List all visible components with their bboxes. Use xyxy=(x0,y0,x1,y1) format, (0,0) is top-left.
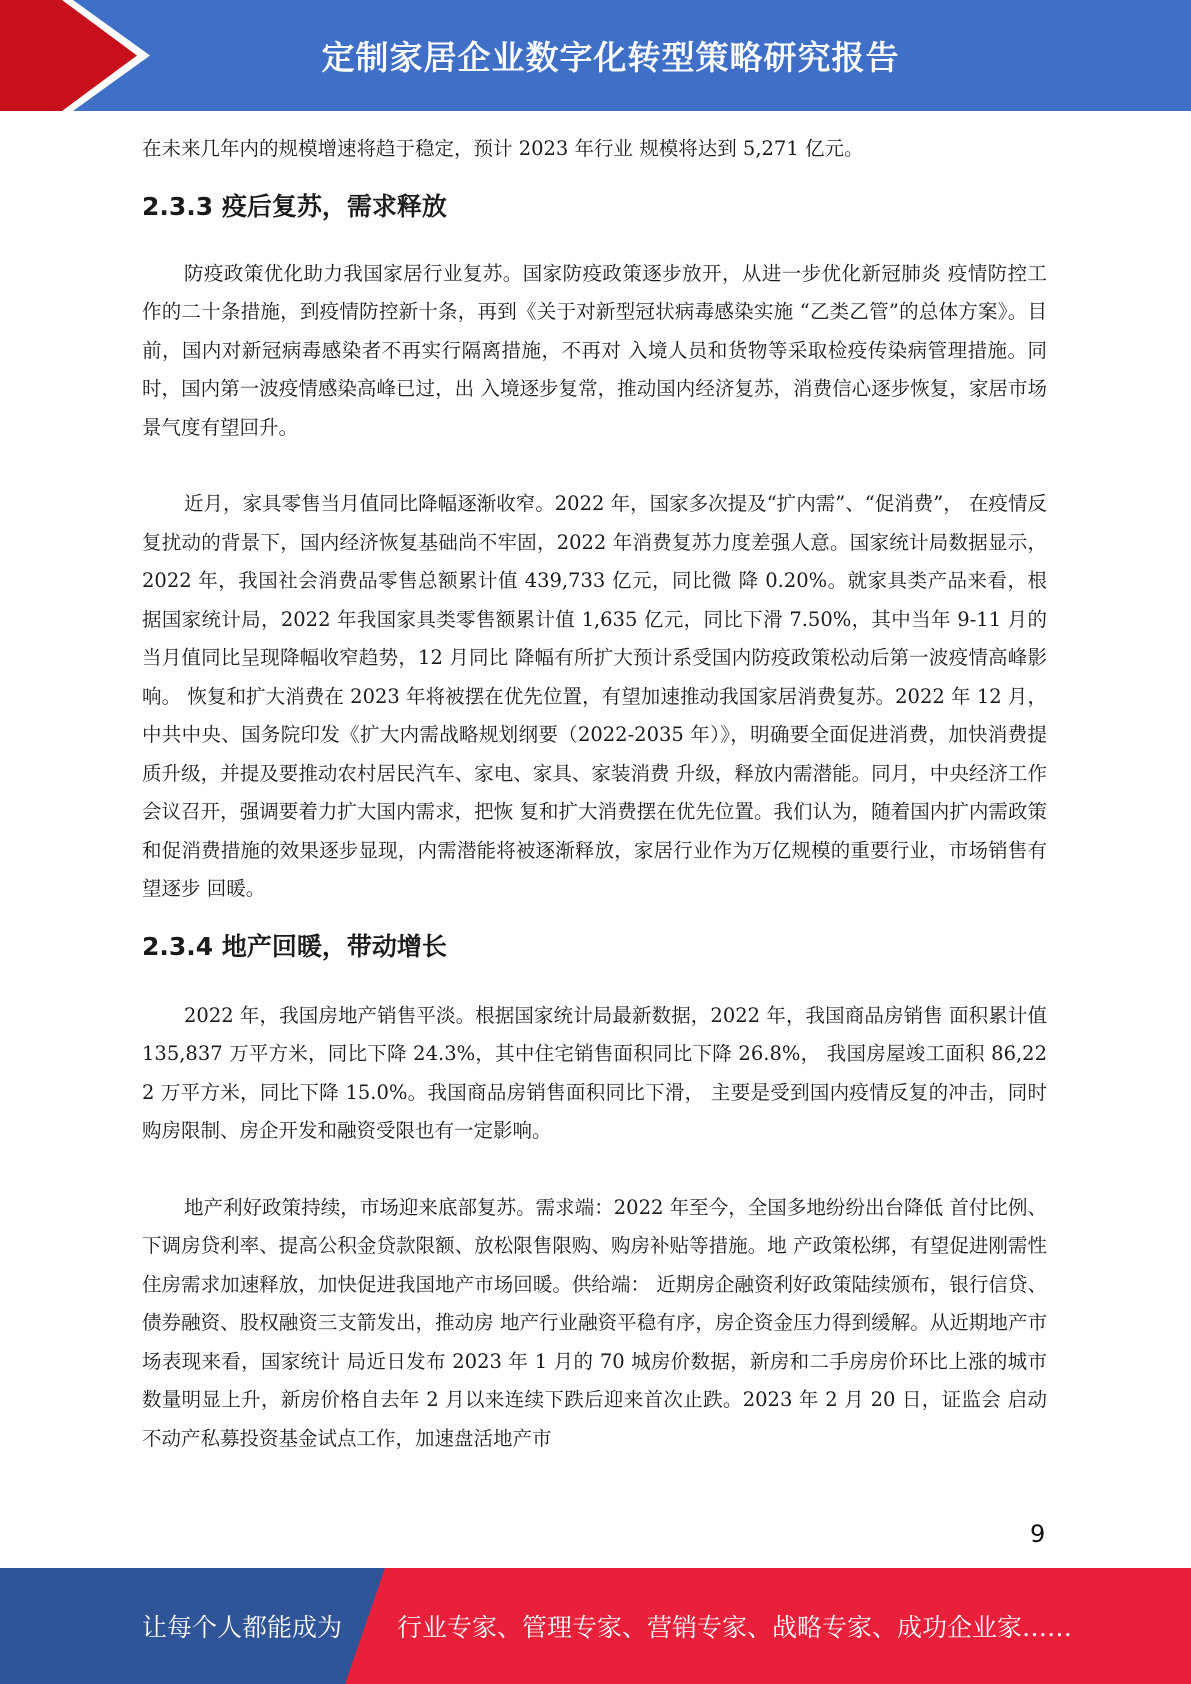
paragraph: 地产利好政策持续，市场迎来底部复苏。需求端：2022 年至今，全国多地纷纷出台降低 首付比例、下调房贷利率、提高公积金贷款限额、放松限售限购、购房补贴等措施。地 产政策松绑，有望促进刚需性住房需求加速释放，加快促进我国地产市场回暖。供给端： 近期房企融资利好政策陆续颁布，银行信贷、债券融资、股权融资三支箭发出，推动房 地产行业融资平稳有序，房企资金压力得到缓解。从近期地产市场表现来看，国家统计 局近日发布 2023 年 1 月的 70 城房价数据，新房和二手房房价环比上涨的城市数量明显上升，新房价格自去年 2 月以来连续下跌后迎来首次止跌。2023 年 2 月 20 日，证监会 启动不动产私募投资基金试点工作，加速盘活地产市 xyxy=(142,1195,1047,1450)
header-red-arrow xyxy=(0,0,150,111)
section-heading-2-3-4: 2.3.4 地产回暖，带动增长 xyxy=(142,931,447,961)
paragraph: 近月，家具零售当月值同比降幅逐渐收窄。2022 年，国家多次提及“扩内需”、“促消费”， 在疫情反复扰动的背景下，国内经济恢复基础尚不牢固，2022 年消费复苏力度差强人意。国家统计局数据显示，2022 年，我国社会消费品零售总额累计值 439,733 亿元，同比微 降 0.20%。就家具类产品来看，根据国家统计局，2022 年我国家具类零售额累计值 1,635 亿元，同比下滑 7.50%，其中当年 9-11 月的当月值同比呈现降幅收窄趋势，12 月同比 降幅有所扩大预计系受国内防疫政策松动后第一波疫情高峰影响。 恢复和扩大消费在 2023 年将被摆在优先位置，有望加速推动我国家居消费复苏。2022 年 12 月，中共中央、国务院印发《扩大内需战略规划纲要（2022-2035 年）》，明确要全面促进消费，加快消费提质升级，并提及要推动农村居民汽车、家电、家具、家装消费 升级，释放内需潜能。同月，中央经济工作会议召开，强调要着力扩大国内需求，把恢 复和扩大消费摆在优先位置。我们认为，随着国内扩内需政策和促消费措施的效果逐步显现，内需潜能将被逐渐释放，家居行业作为万亿规模的重要行业，市场销售有望逐步 回暖。 xyxy=(142,492,1047,900)
paragraph: 2022 年，我国房地产销售平淡。根据国家统计局最新数据，2022 年，我国商品房销售 面积累计值 135,837 万平方米，同比下降 24.3%，其中住宅销售面积同比下降 26.8%， 我国房屋竣工面积 86,222 万平方米，同比下降 15.0%。我国商品房销售面积同比下滑， 主要是受到国内疫情反复的冲击，同时购房限制、房企开发和融资受限也有一定影响。 xyxy=(142,1003,1047,1142)
report-title: 定制家居企业数字化转型策略研究报告 xyxy=(321,38,900,77)
section-heading-2-3-3: 2.3.3 疫后复苏，需求释放 xyxy=(142,191,447,221)
page-number: 9 xyxy=(1030,1520,1046,1548)
footer-slogan-right: 行业专家、管理专家、营销专家、战略专家、成功企业家…… xyxy=(397,1613,1073,1642)
page-content xyxy=(142,130,1047,1458)
paragraph: 防疫政策优化助力我国家居行业复苏。国家防疫政策逐步放开，从进一步优化新冠肺炎 疫情防控工作的二十条措施，到疫情防控新十条，再到《关于对新型冠状病毒感染实施 “乙类乙管”的总体方案》。目前，国内对新冠病毒感染者不再实行隔离措施，不再对 入境人员和货物等采取检疫传染病管理措施。同时，国内第一波疫情感染高峰已过，出 入境逐步复常，推动国内经济复苏，消费信心逐步恢复，家居市场景气度有望回升。 xyxy=(142,261,1047,439)
intro-paragraph: 在未来几年内的规模增速将趋于稳定，预计 2023 年行业 规模将达到 5,271 亿元。 xyxy=(142,137,864,160)
footer-slogan-left: 让每个人都能成为 xyxy=(142,1613,343,1642)
